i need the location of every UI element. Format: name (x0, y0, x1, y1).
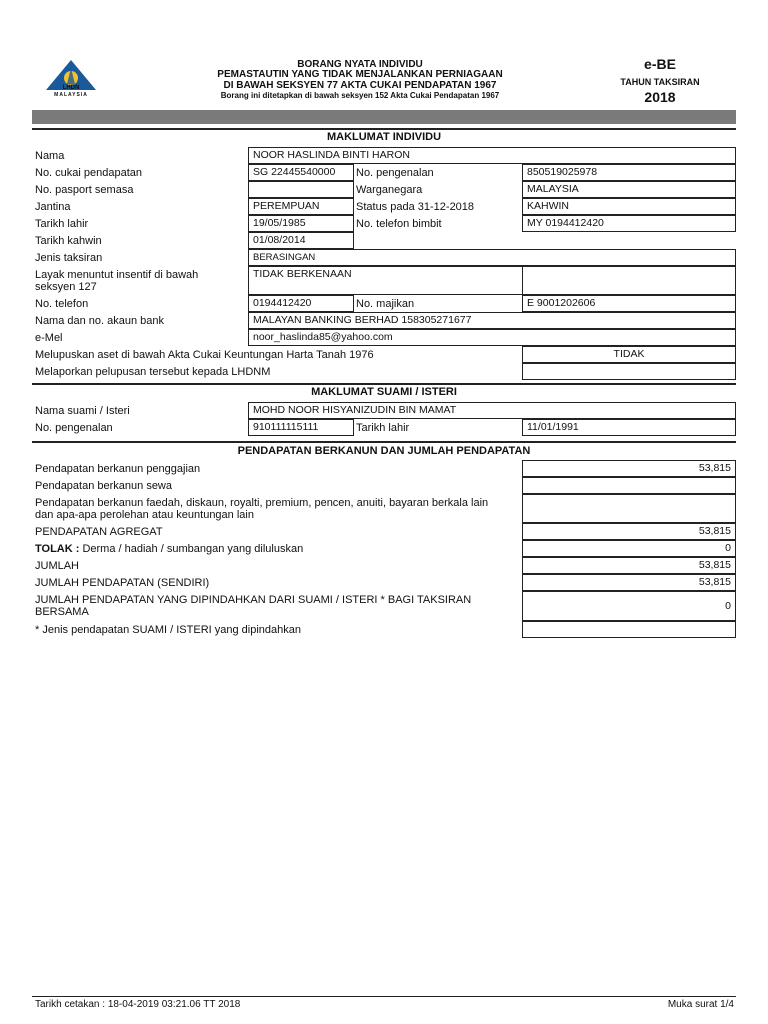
section-pendapatan-title: PENDAPATAN BERKANUN DAN JUMLAH PENDAPATAN (237, 445, 531, 457)
kahwin-label: Tarikh kahwin (35, 235, 102, 247)
header-line4: Borang ini ditetapkan di bawah seksyen 152 Akta Cukai Pendapatan 1967 (220, 91, 500, 100)
section-individu-title: MAKLUMAT INDIVIDU (326, 131, 442, 143)
pasport-label: No. pasport semasa (35, 184, 134, 196)
status-field[interactable]: KAHWIN (522, 198, 736, 215)
pindah-label-2: BERSAMA (35, 606, 89, 618)
faedah-field[interactable] (522, 494, 736, 523)
taksiran-field[interactable]: BERASINGAN (248, 249, 736, 266)
warganegara-field[interactable]: MALAYSIA (522, 181, 736, 198)
header-line1: BORANG NYATA INDIVIDU (297, 59, 423, 70)
gaji-field[interactable]: 53,815 (522, 460, 736, 477)
nama-field[interactable]: NOOR HASLINDA BINTI HARON (248, 147, 736, 164)
jenis-field[interactable] (522, 621, 736, 638)
rule (32, 383, 736, 385)
lahir-label: Tarikh lahir (35, 218, 89, 230)
bank-field[interactable]: MALAYAN BANKING BERHAD 158305271677 (248, 312, 736, 329)
status-label: Status pada 31-12-2018 (356, 201, 475, 213)
sewa-label: Pendapatan berkanun sewa (35, 480, 172, 492)
cukai-field[interactable]: SG 22445540000 (248, 164, 354, 181)
section-suami-title: MAKLUMAT SUAMI / ISTERI (311, 386, 457, 398)
tolak-field[interactable]: 0 (522, 540, 736, 557)
bank-label: Nama dan no. akaun bank (35, 315, 165, 327)
suami-pengenalan-field[interactable]: 910111115111 (248, 419, 354, 436)
sendiri-field[interactable]: 53,815 (522, 574, 736, 591)
pengenalan-field[interactable]: 850519025978 (522, 164, 736, 181)
bimbit-field[interactable]: MY 0194412420 (522, 215, 736, 232)
lhdn-logo (44, 58, 98, 100)
warganegara-label: Warganegara (356, 184, 423, 196)
nama-label: Nama (35, 150, 65, 162)
suami-pengenalan-label: No. pengenalan (35, 422, 113, 434)
footer-rule (32, 996, 736, 997)
taksiran-label: Jenis taksiran (35, 252, 103, 264)
agregat-label: PENDAPATAN AGREGAT (35, 526, 163, 538)
pindah-label-1: JUMLAH PENDAPATAN YANG DIPINDAHKAN DARI SUAMI / ISTERI * BAGI TAKSIRAN (35, 594, 472, 606)
faedah-label-1: Pendapatan berkanun faedah, diskaun, royalti, premium, pencen, anuiti, bayaran berkala lain (35, 497, 489, 509)
logo-text: LHDN (62, 85, 80, 91)
jantina-field[interactable]: PEREMPUAN (248, 198, 354, 215)
lapor-field[interactable] (522, 363, 736, 380)
majikan-label: No. majikan (356, 298, 415, 310)
jumlah-field[interactable]: 53,815 (522, 557, 736, 574)
insentif-label-1: Layak menuntut insentif di bawah (35, 269, 199, 281)
rule (32, 128, 736, 130)
jumlah-label: JUMLAH (35, 560, 80, 572)
pengenalan-label: No. pengenalan (356, 167, 434, 179)
suami-nama-field[interactable]: MOHD NOOR HISYANIZUDIN BIN MAMAT (248, 402, 736, 419)
year: 2018 (644, 89, 676, 105)
sewa-field[interactable] (522, 477, 736, 494)
header-bar (32, 110, 736, 124)
gaji-label: Pendapatan berkanun penggajian (35, 463, 201, 475)
insentif-field[interactable]: TIDAK BERKENAAN (248, 266, 524, 295)
majikan-field[interactable]: E 9001202606 (522, 295, 736, 312)
telefon-label: No. telefon (35, 298, 89, 310)
pindah-field[interactable]: 0 (522, 591, 736, 621)
emel-label: e-Mel (35, 332, 63, 344)
insentif-label-2: seksyen 127 (35, 281, 97, 293)
jantina-label: Jantina (35, 201, 71, 213)
cukai-label: No. cukai pendapatan (35, 167, 143, 179)
sendiri-label: JUMLAH PENDAPATAN (SENDIRI) (35, 577, 210, 589)
rule (32, 441, 736, 443)
agregat-field[interactable]: 53,815 (522, 523, 736, 540)
year-label: TAHUN TAKSIRAN (620, 77, 700, 87)
emel-field[interactable]: noor_haslinda85@yahoo.com (248, 329, 736, 346)
logo-country: MALAYSIA (54, 92, 88, 98)
faedah-label-2: dan apa-apa perolehan atau keuntungan lain (35, 509, 254, 521)
tolak-text: Derma / hadiah / sumbangan yang diluluskan (79, 543, 304, 555)
pasport-field[interactable] (248, 181, 354, 198)
form-code: e-BE (644, 56, 676, 72)
suami-lahir-field[interactable]: 11/01/1991 (522, 419, 736, 436)
print-date: Tarikh cetakan : 18-04-2019 03:21.06 TT 2018 (35, 999, 241, 1010)
bimbit-label: No. telefon bimbit (356, 218, 442, 230)
page-number: Muka surat 1/4 (667, 999, 734, 1010)
insentif-extra-field[interactable] (522, 266, 736, 295)
telefon-field[interactable]: 0194412420 (248, 295, 354, 312)
kahwin-field[interactable]: 01/08/2014 (248, 232, 354, 249)
lapor-label: Melaporkan pelupusan tersebut kepada LHDNM (35, 366, 271, 378)
lahir-field[interactable]: 19/05/1985 (248, 215, 354, 232)
tolak-bold: TOLAK : (35, 543, 80, 555)
suami-nama-label: Nama suami / Isteri (35, 405, 130, 417)
header-line2: PEMASTAUTIN YANG TIDAK MENJALANKAN PERNIAGAAN (217, 69, 503, 80)
jenis-label: * Jenis pendapatan SUAMI / ISTERI yang dipindahkan (35, 624, 301, 636)
tolak-label (35, 543, 303, 556)
header-line3: DI BAWAH SEKSYEN 77 AKTA CUKAI PENDAPATAN 1967 (223, 80, 497, 91)
aset-field[interactable]: TIDAK (522, 346, 736, 363)
suami-lahir-label: Tarikh lahir (356, 422, 410, 434)
aset-label: Melupuskan aset di bawah Akta Cukai Keuntungan Harta Tanah 1976 (35, 349, 374, 361)
